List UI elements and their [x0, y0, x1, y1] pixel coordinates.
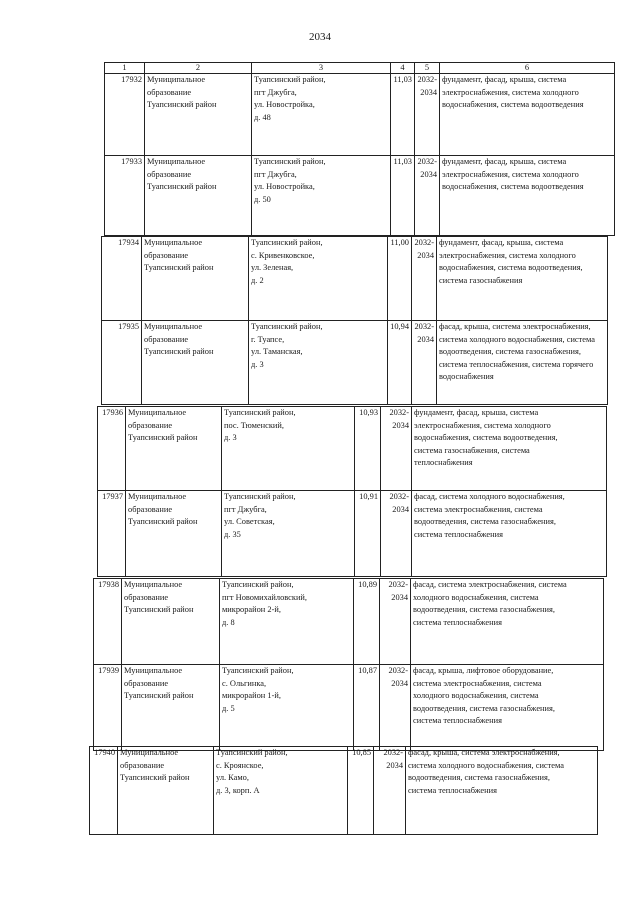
- cell-line: ул. Новостройка,: [254, 182, 315, 192]
- cell-line: 2032-: [414, 238, 434, 247]
- municipality-cell: [118, 747, 214, 835]
- area-cell: 10,91: [355, 491, 381, 577]
- row-number: 17936: [98, 407, 126, 491]
- header-cell: 1: [105, 63, 145, 74]
- cell-line: Туапсинский район: [124, 691, 194, 701]
- cell-line: Муниципальное: [128, 492, 187, 501]
- cell-line: образование: [147, 169, 192, 179]
- cell-line: фасад, крыша, система электроснабжения,: [439, 322, 591, 331]
- cell-line: холодного водоснабжения, система: [413, 592, 539, 602]
- cell-line: система теплоснабжения: [414, 529, 503, 539]
- registry-table-top: [104, 62, 615, 236]
- address-cell: [252, 156, 391, 236]
- cell-line: водоотведения, система газоснабжения,: [413, 605, 555, 615]
- cell-line: 2034: [417, 250, 434, 260]
- period-cell: [381, 491, 412, 577]
- works-cell: [437, 321, 608, 405]
- cell-line: образование: [124, 592, 169, 602]
- cell-line: Муниципальное: [124, 666, 183, 675]
- works-cell: [437, 237, 608, 321]
- header-cell: 6: [440, 63, 615, 74]
- period-cell: [381, 407, 412, 491]
- cell-line: 2032-: [383, 748, 403, 757]
- header-cell: 4: [391, 63, 415, 74]
- cell-line: микрорайон 2-й,: [222, 605, 281, 615]
- cell-line: пгт Джубга,: [254, 87, 297, 97]
- table-row: [105, 74, 615, 156]
- cell-line: Туапсинский район: [147, 182, 217, 192]
- cell-line: с. Кривенковское,: [251, 250, 315, 260]
- address-cell: [249, 321, 388, 405]
- cell-line: 2032-: [388, 580, 408, 589]
- cell-line: образование: [124, 678, 169, 688]
- municipality-cell: [122, 579, 220, 665]
- cell-line: фундамент, фасад, крыша, система: [439, 238, 564, 247]
- cell-line: 2032-: [417, 75, 437, 84]
- municipality-cell: [145, 74, 252, 156]
- cell-line: Туапсинский район,: [224, 408, 296, 417]
- cell-line: образование: [144, 250, 189, 260]
- row-number: 17940: [90, 747, 118, 835]
- period-cell: [380, 665, 411, 751]
- cell-line: Туапсинский район,: [216, 748, 288, 757]
- cell-line: с. Ольгинка,: [222, 678, 267, 688]
- cell-line: 2034: [391, 592, 408, 602]
- cell-line: 2034: [392, 420, 409, 430]
- cell-line: система теплоснабжения, система горячего: [439, 359, 594, 369]
- cell-line: водоотведения, система газоснабжения,: [413, 703, 555, 713]
- cell-line: теплоснабжения: [414, 458, 473, 468]
- cell-line: д. 3: [224, 433, 237, 443]
- cell-line: водоснабжения, система водоотведения,: [439, 263, 583, 273]
- registry-table-bottom: [89, 746, 598, 835]
- cell-line: ул. Советская,: [224, 517, 275, 527]
- header-cell: 5: [415, 63, 440, 74]
- municipality-cell: [126, 407, 222, 491]
- cell-line: образование: [147, 87, 192, 97]
- cell-line: фасад, крыша, лифтовое оборудование,: [413, 666, 554, 675]
- works-cell: [406, 747, 598, 835]
- row-number: 17934: [102, 237, 142, 321]
- table-row: [94, 579, 604, 665]
- cell-line: 2034: [417, 334, 434, 344]
- cell-line: Муниципальное: [147, 75, 206, 84]
- cell-line: система электроснабжения, система: [413, 678, 542, 688]
- municipality-cell: [142, 237, 249, 321]
- cell-line: Туапсинский район: [128, 433, 198, 443]
- cell-line: система теплоснабжения: [413, 617, 502, 627]
- table-row: [102, 237, 608, 321]
- cell-line: д. 50: [254, 194, 271, 204]
- cell-line: водоотведения, система газоснабжения,: [408, 773, 550, 783]
- cell-line: фасад, крыша, система электроснабжения,: [408, 748, 560, 757]
- cell-line: система газоснабжения, система: [414, 445, 530, 455]
- area-cell: 10,94: [388, 321, 412, 405]
- cell-line: фундамент, фасад, крыша, система: [442, 75, 567, 84]
- area-cell: 11,00: [388, 237, 412, 321]
- cell-line: Туапсинский район,: [251, 238, 323, 247]
- cell-line: г. Туапсе,: [251, 334, 285, 344]
- cell-line: Туапсинский район,: [222, 580, 294, 589]
- cell-line: 2032-: [414, 322, 434, 331]
- municipality-cell: [122, 665, 220, 751]
- cell-line: Туапсинский район: [120, 773, 190, 783]
- cell-line: 2034: [420, 169, 437, 179]
- period-cell: [380, 579, 411, 665]
- table-row: [90, 747, 598, 835]
- registry-table-segment: [97, 406, 607, 577]
- cell-line: Туапсинский район,: [254, 157, 326, 166]
- period-cell: [412, 237, 437, 321]
- cell-line: система электроснабжения, система: [414, 504, 543, 514]
- cell-line: образование: [128, 504, 173, 514]
- cell-line: Муниципальное: [120, 748, 179, 757]
- cell-line: водоснабжения, система водоотведения: [442, 182, 584, 192]
- cell-line: Туапсинский район,: [222, 666, 294, 675]
- area-cell: 10,93: [355, 407, 381, 491]
- address-cell: [214, 747, 348, 835]
- cell-line: пгт Новомихайловский,: [222, 592, 308, 602]
- table-row: [105, 156, 615, 236]
- cell-line: ул. Таманская,: [251, 347, 303, 357]
- period-cell: [415, 156, 440, 236]
- cell-line: Туапсинский район,: [224, 492, 296, 501]
- cell-line: электроснабжения, система холодного: [442, 169, 579, 179]
- works-cell: [412, 407, 607, 491]
- cell-line: электроснабжения, система холодного: [414, 420, 551, 430]
- cell-line: д. 5: [222, 703, 235, 713]
- area-cell: 11,03: [391, 156, 415, 236]
- area-cell: 11,03: [391, 74, 415, 156]
- cell-line: Муниципальное: [144, 238, 203, 247]
- address-cell: [220, 579, 354, 665]
- period-cell: [374, 747, 406, 835]
- cell-line: образование: [144, 334, 189, 344]
- address-cell: [252, 74, 391, 156]
- cell-line: электроснабжения, система холодного: [442, 87, 579, 97]
- works-cell: [440, 74, 615, 156]
- cell-line: пос. Тюменский,: [224, 420, 284, 430]
- cell-line: фундамент, фасад, крыша, система: [442, 157, 567, 166]
- cell-line: 2032-: [389, 492, 409, 501]
- cell-line: фасад, система холодного водоснабжения,: [414, 492, 565, 501]
- cell-line: система холодного водоснабжения, система: [439, 334, 595, 344]
- cell-line: ул. Камо,: [216, 773, 249, 783]
- works-cell: [411, 579, 604, 665]
- cell-line: Туапсинский район: [147, 100, 217, 110]
- cell-line: система холодного водоснабжения, система: [408, 760, 564, 770]
- cell-line: пгт Джубга,: [224, 504, 267, 514]
- header-cell: 2: [145, 63, 252, 74]
- cell-line: 2034: [392, 504, 409, 514]
- municipality-cell: [142, 321, 249, 405]
- cell-line: водоснабжения, система водоотведения: [442, 100, 584, 110]
- cell-line: водоотведения, система газоснабжения,: [414, 517, 556, 527]
- cell-line: Муниципальное: [147, 157, 206, 166]
- page-number: 2034: [309, 31, 331, 43]
- registry-table-segment: [101, 236, 608, 405]
- header-row: [105, 63, 615, 74]
- cell-line: 2034: [420, 87, 437, 97]
- cell-line: Туапсинский район,: [254, 75, 326, 84]
- table-row: [98, 407, 607, 491]
- cell-line: Муниципальное: [124, 580, 183, 589]
- area-cell: 10,85: [348, 747, 374, 835]
- cell-line: холодного водоснабжения, система: [413, 691, 539, 701]
- cell-line: д. 8: [222, 617, 235, 627]
- cell-line: 2034: [386, 760, 403, 770]
- period-cell: [415, 74, 440, 156]
- cell-line: ул. Новостройка,: [254, 100, 315, 110]
- address-cell: [220, 665, 354, 751]
- cell-line: д. 48: [254, 112, 271, 122]
- cell-line: с. Кроянское,: [216, 760, 264, 770]
- registry-table-segment: [93, 578, 604, 751]
- area-cell: 10,87: [354, 665, 380, 751]
- table-row: [94, 665, 604, 751]
- row-number: 17937: [98, 491, 126, 577]
- cell-line: д. 2: [251, 275, 264, 285]
- cell-line: микрорайон 1-й,: [222, 691, 281, 701]
- cell-line: водоснабжения: [439, 372, 494, 382]
- cell-line: образование: [120, 760, 165, 770]
- row-number: 17932: [105, 74, 145, 156]
- period-cell: [412, 321, 437, 405]
- row-number: 17935: [102, 321, 142, 405]
- cell-line: ул. Зеленая,: [251, 263, 294, 273]
- cell-line: фундамент, фасад, крыша, система: [414, 408, 539, 417]
- cell-line: Туапсинский район,: [251, 322, 323, 331]
- cell-line: водоотведения, система газоснабжения,: [439, 347, 581, 357]
- cell-line: 2034: [391, 678, 408, 688]
- table-row: [98, 491, 607, 577]
- address-cell: [222, 491, 355, 577]
- cell-line: Муниципальное: [128, 408, 187, 417]
- table-row: [102, 321, 608, 405]
- cell-line: система теплоснабжения: [408, 785, 497, 795]
- row-number: 17939: [94, 665, 122, 751]
- address-cell: [249, 237, 388, 321]
- cell-line: д. 3: [251, 359, 264, 369]
- cell-line: Муниципальное: [144, 322, 203, 331]
- cell-line: водоснабжения, система водоотведения,: [414, 433, 558, 443]
- row-number: 17933: [105, 156, 145, 236]
- cell-line: образование: [128, 420, 173, 430]
- cell-line: 2032-: [389, 408, 409, 417]
- area-cell: 10,89: [354, 579, 380, 665]
- cell-line: система газоснабжения: [439, 275, 523, 285]
- cell-line: Туапсинский район: [144, 263, 214, 273]
- works-cell: [440, 156, 615, 236]
- cell-line: электроснабжения, система холодного: [439, 250, 576, 260]
- cell-line: д. 3, корп. А: [216, 785, 260, 795]
- works-cell: [412, 491, 607, 577]
- cell-line: Туапсинский район: [144, 347, 214, 357]
- cell-line: система теплоснабжения: [413, 716, 502, 726]
- header-cell: 3: [252, 63, 391, 74]
- cell-line: Туапсинский район: [128, 517, 198, 527]
- address-cell: [222, 407, 355, 491]
- cell-line: 2032-: [388, 666, 408, 675]
- municipality-cell: [126, 491, 222, 577]
- row-number: 17938: [94, 579, 122, 665]
- cell-line: пгт Джубга,: [254, 169, 297, 179]
- municipality-cell: [145, 156, 252, 236]
- works-cell: [411, 665, 604, 751]
- cell-line: Туапсинский район: [124, 605, 194, 615]
- cell-line: 2032-: [417, 157, 437, 166]
- cell-line: д. 35: [224, 529, 241, 539]
- cell-line: фасад, система электроснабжения, система: [413, 580, 567, 589]
